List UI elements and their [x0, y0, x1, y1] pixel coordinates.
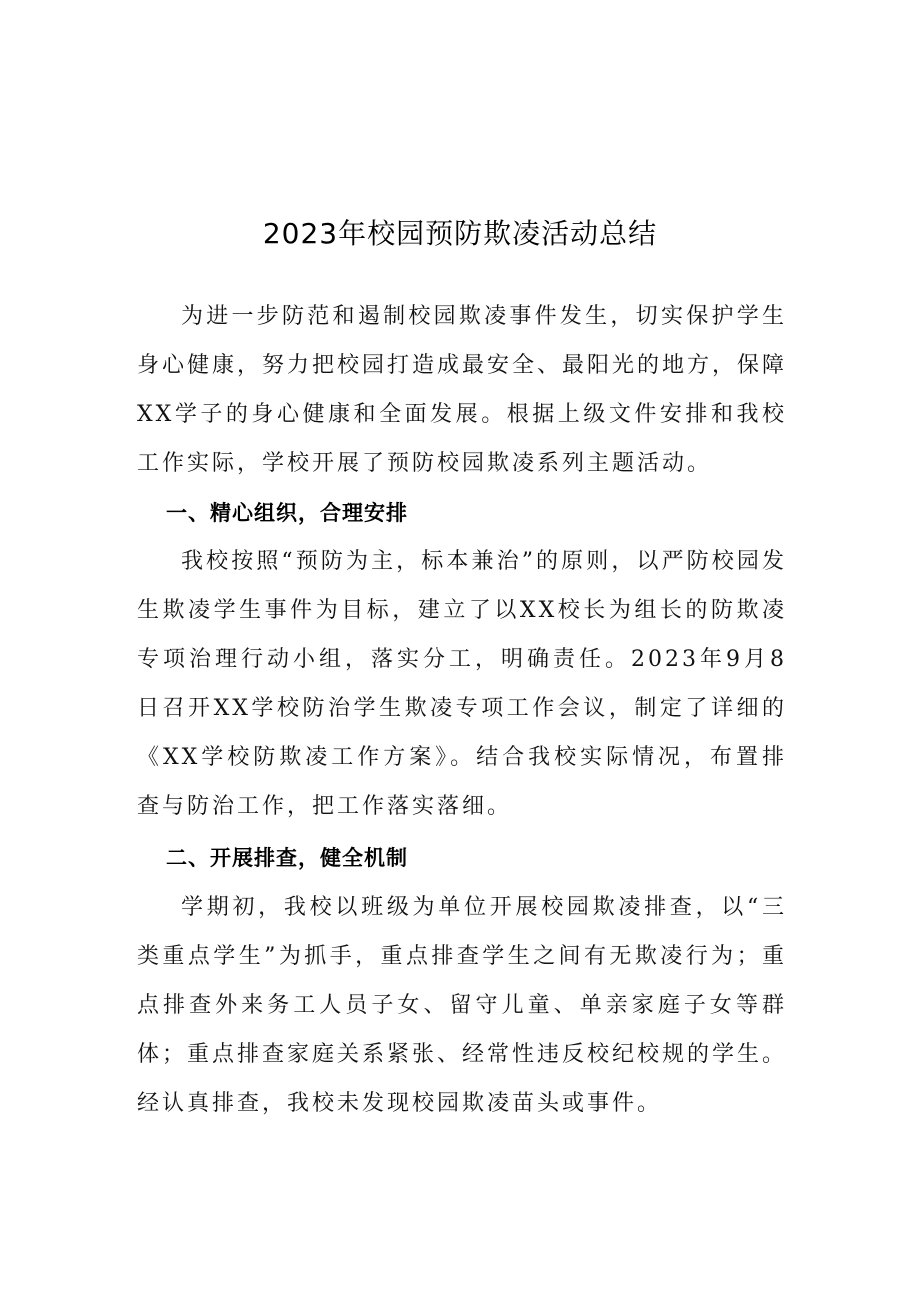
intro-paragraph: 为进一步防范和遏制校园欺凌事件发生，切实保护学生身心健康，努力把校园打造成最安全、最阳光的地方，保障XX学子的身心健康和全面发展。根据上级文件安排和我校工作实际，学校开展了预防校园欺凌系列主题活动。 [137, 304, 788, 476]
section-heading-1: 一、精心组织，合理安排 [166, 501, 408, 525]
section1-paragraph: 我校按照“预防为主，标本兼治”的原则，以严防校园发生欺凌学生事件为目标，建立了以XX校长为组长的防欺凌专项治理行动小组，落实分工，明确责任。2023年9月8日召开XX学校防治学生欺凌专项工作会议，制定了详细的《XX学校防欺凌工作方案》。结合我校实际情况，布置排查与防治工作，把工作落实落细。 [137, 549, 787, 819]
section-heading-2: 二、开展排查，健全机制 [166, 846, 408, 870]
intro-paragraph-block [137, 292, 787, 488]
section2-paragraph: 学期初，我校以班级为单位开展校园欺凌排查，以“三类重点学生”为抓手，重点排查学生之间有无欺凌行为；重点排查外来务工人员子女、留守儿童、单亲家庭子女等群体；重点排查家庭关系紧张、经常性违反校纪校规的学生。经认真排查，我校未发现校园欺凌苗头或事件。 [137, 895, 788, 1116]
section1-paragraph-block [137, 537, 787, 831]
document-title: 2023年校园预防欺凌活动总结 [262, 217, 658, 250]
section2-paragraph-block [137, 883, 787, 1128]
